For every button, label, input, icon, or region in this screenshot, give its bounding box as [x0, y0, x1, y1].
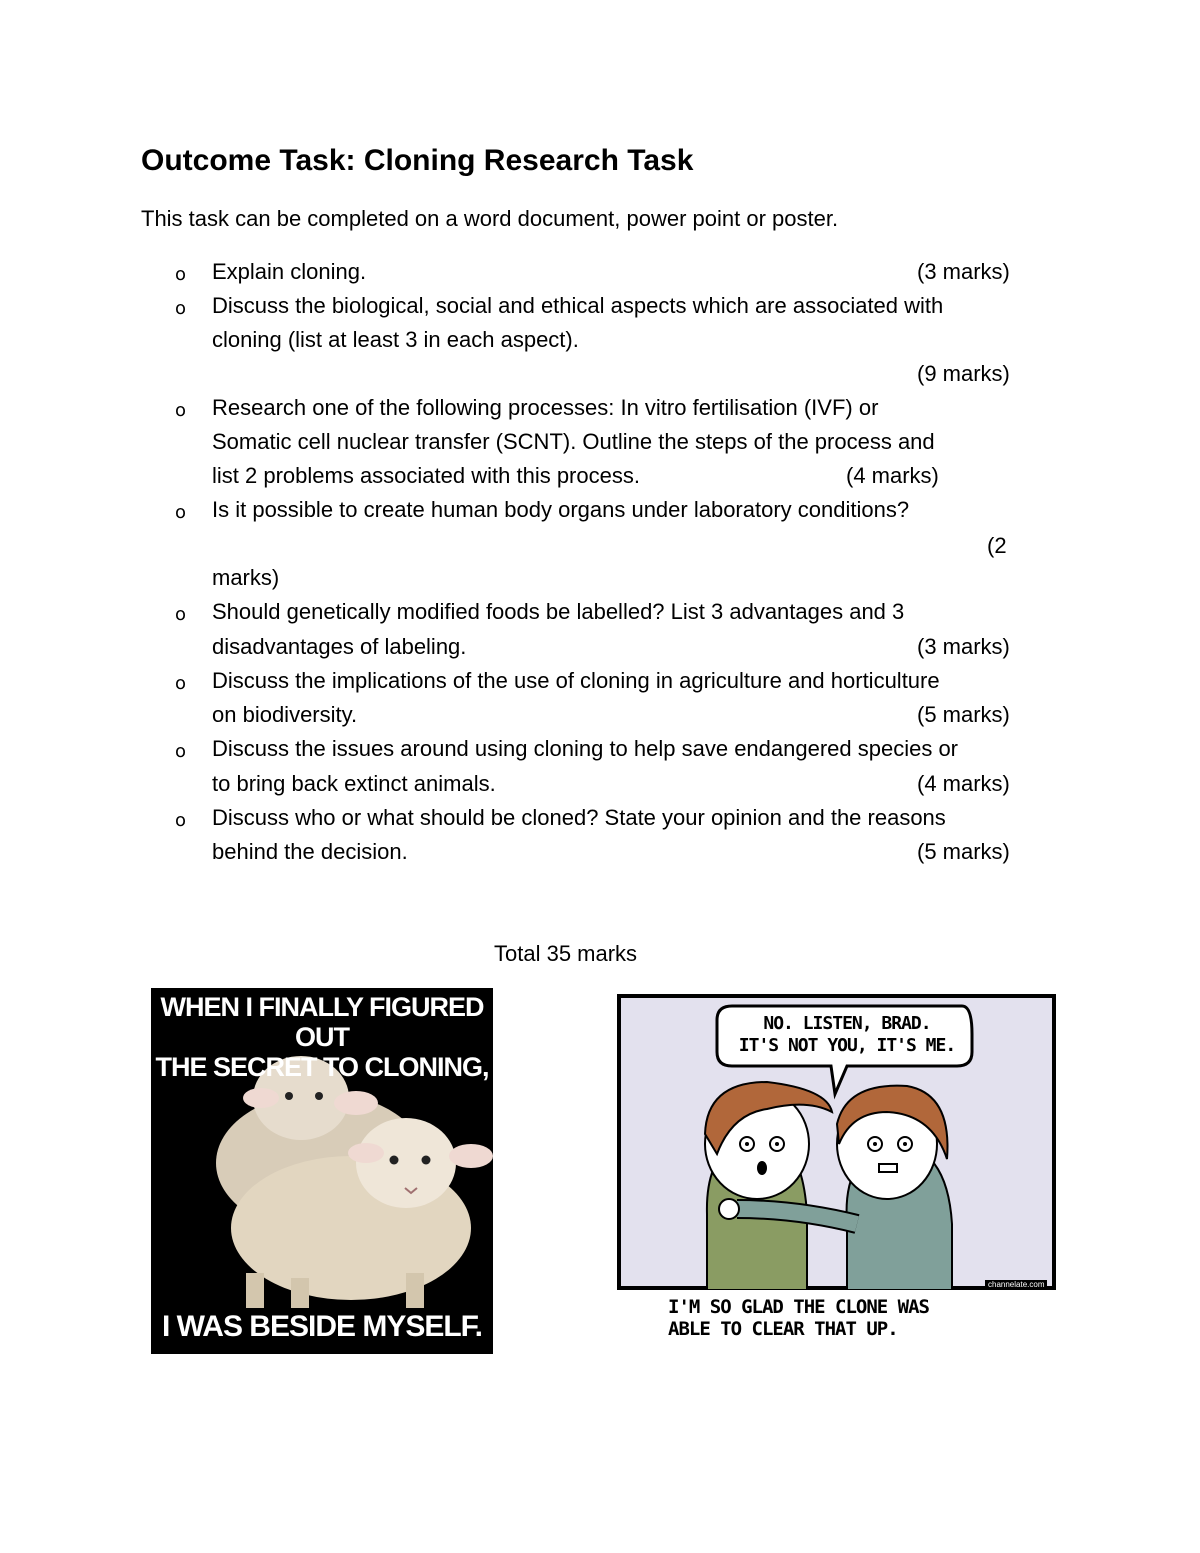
task-marks: (5 marks) — [917, 839, 1010, 864]
comic-caption: I'M SO GLAD THE CLONE WAS ABLE TO CLEAR THAT UP. — [668, 1296, 929, 1340]
bullet-icon: o — [175, 810, 187, 831]
task-line: Is it possible to create human body organs under laboratory conditions? — [212, 497, 910, 522]
task-line: Explain cloning. — [212, 259, 367, 284]
task-line: Research one of the following processes: In vitro fertilisation (IVF) or — [212, 395, 879, 420]
sheep-meme-image — [151, 988, 493, 1354]
speech-bubble-text: NO. LISTEN, BRAD. IT'S NOT YOU, IT'S ME. — [738, 1013, 956, 1056]
intro-text: This task can be completed on a word document, power point or poster. — [141, 206, 839, 231]
task-line: on biodiversity. — [212, 702, 358, 727]
task-line: disadvantages of labeling. — [212, 634, 467, 659]
bullet-icon: o — [175, 741, 187, 762]
task-line: Should genetically modified foods be labelled? List 3 advantages and 3 — [212, 599, 905, 624]
task-marks: (2 — [987, 533, 1007, 558]
bullet-icon: o — [175, 502, 187, 523]
task-marks: (3 marks) — [917, 259, 1010, 284]
bullet-icon: o — [175, 264, 187, 285]
comic-credit: channelate.com — [985, 1280, 1047, 1289]
task-line: Discuss the implications of the use of cloning in agriculture and horticulture — [212, 668, 940, 693]
task-marks: (4 marks) — [917, 771, 1010, 796]
task-marks: (4 marks) — [846, 463, 939, 488]
task-line: marks) — [212, 565, 280, 590]
bullet-icon: o — [175, 673, 187, 694]
task-marks: (5 marks) — [917, 702, 1010, 727]
bullet-icon: o — [175, 298, 187, 319]
page-title: Outcome Task: Cloning Research Task — [141, 144, 694, 177]
meme-bottom-text: I WAS BESIDE MYSELF. — [161, 1310, 483, 1343]
task-line: Discuss the issues around using cloning to help save endangered species or — [212, 736, 959, 761]
task-line: Discuss the biological, social and ethical aspects which are associated with — [212, 293, 944, 318]
task-marks: (3 marks) — [917, 634, 1010, 659]
task-line: Somatic cell nuclear transfer (SCNT). Outline the steps of the process and — [212, 429, 935, 454]
task-line: list 2 problems associated with this process. — [212, 463, 640, 488]
task-line: Discuss who or what should be cloned? State your opinion and the reasons — [212, 805, 946, 830]
task-line: to bring back extinct animals. — [212, 771, 496, 796]
bullet-icon: o — [175, 400, 187, 421]
bullet-icon: o — [175, 604, 187, 625]
task-marks: (9 marks) — [917, 361, 1010, 386]
total-marks: Total 35 marks — [494, 941, 638, 966]
task-line: cloning (list at least 3 in each aspect). — [212, 327, 579, 352]
task-line: behind the decision. — [212, 839, 408, 864]
meme-top-text: WHEN I FINALLY FIGURED OUT THE SECRET TO CLONING, — [155, 992, 489, 1082]
